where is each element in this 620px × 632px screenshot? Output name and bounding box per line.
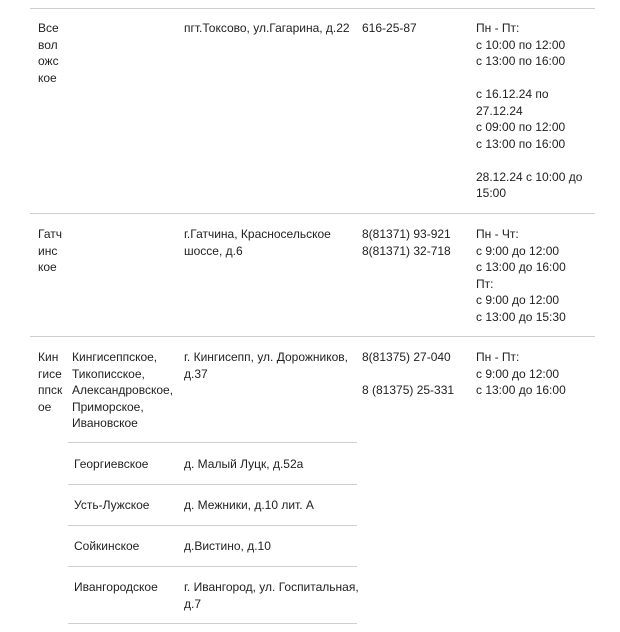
address: пгт.Токсово, ул.Гагарина, д.22 — [184, 21, 350, 35]
settlement-list: Кингисеппское, Тикописское, Александровское, Приморское, Ивановское — [72, 350, 174, 430]
subrow-divider-2 — [68, 484, 357, 485]
subrow-divider-5 — [68, 623, 357, 624]
address: д. Межники, д.10 лит. А — [184, 498, 314, 512]
subrow-divider-1 — [68, 442, 357, 443]
settlement-name: Ивангородское — [74, 580, 158, 594]
subrow-divider-3 — [68, 525, 357, 526]
address: д.Вистино, д.10 — [184, 539, 271, 553]
row-divider-1 — [30, 213, 595, 214]
working-hours: Пн - Пт: с 10:00 по 12:00 с 13:00 по 16:00 с 16.12.24 по 27.12.24 с 09:00 по 12:00 с 13:00 по 16:00 28.12.24 с 10:00 до 15:00 — [476, 21, 583, 200]
phone: 616-25-87 — [362, 21, 417, 35]
working-hours: Пн - Пт: с 9:00 до 12:00 с 13:00 до 16:00 — [476, 350, 566, 397]
district-name: Кин гисе ппск ое — [38, 350, 63, 414]
working-hours: Пн - Чт: с 9:00 до 12:00 с 13:00 до 16:00 Пт: с 9:00 до 12:00 с 13:00 до 15:30 — [476, 227, 566, 324]
district-name: Все вол ожс кое — [38, 21, 59, 85]
address: г. Ивангород, ул. Госпитальная, д.7 — [184, 580, 359, 611]
settlement-name: Усть-Лужское — [74, 498, 150, 512]
settlement-name: Сойкинское — [74, 539, 140, 553]
row-divider-2 — [30, 336, 595, 337]
district-name: Гатч инс кое — [38, 227, 62, 274]
row-divider-top — [30, 8, 595, 9]
subrow-divider-4 — [68, 566, 357, 567]
address: д. Малый Луцк, д.52а — [184, 457, 304, 471]
address: г. Кингисепп, ул. Дорожников, д.37 — [184, 350, 348, 381]
phone: 8(81375) 27-040 8 (81375) 25-331 — [362, 350, 455, 397]
phone: 8(81371) 93-921 8(81371) 32-718 — [362, 227, 451, 258]
settlement-name: Георгиевское — [74, 457, 149, 471]
address: г.Гатчина, Красносельское шоссе, д.6 — [184, 227, 331, 258]
